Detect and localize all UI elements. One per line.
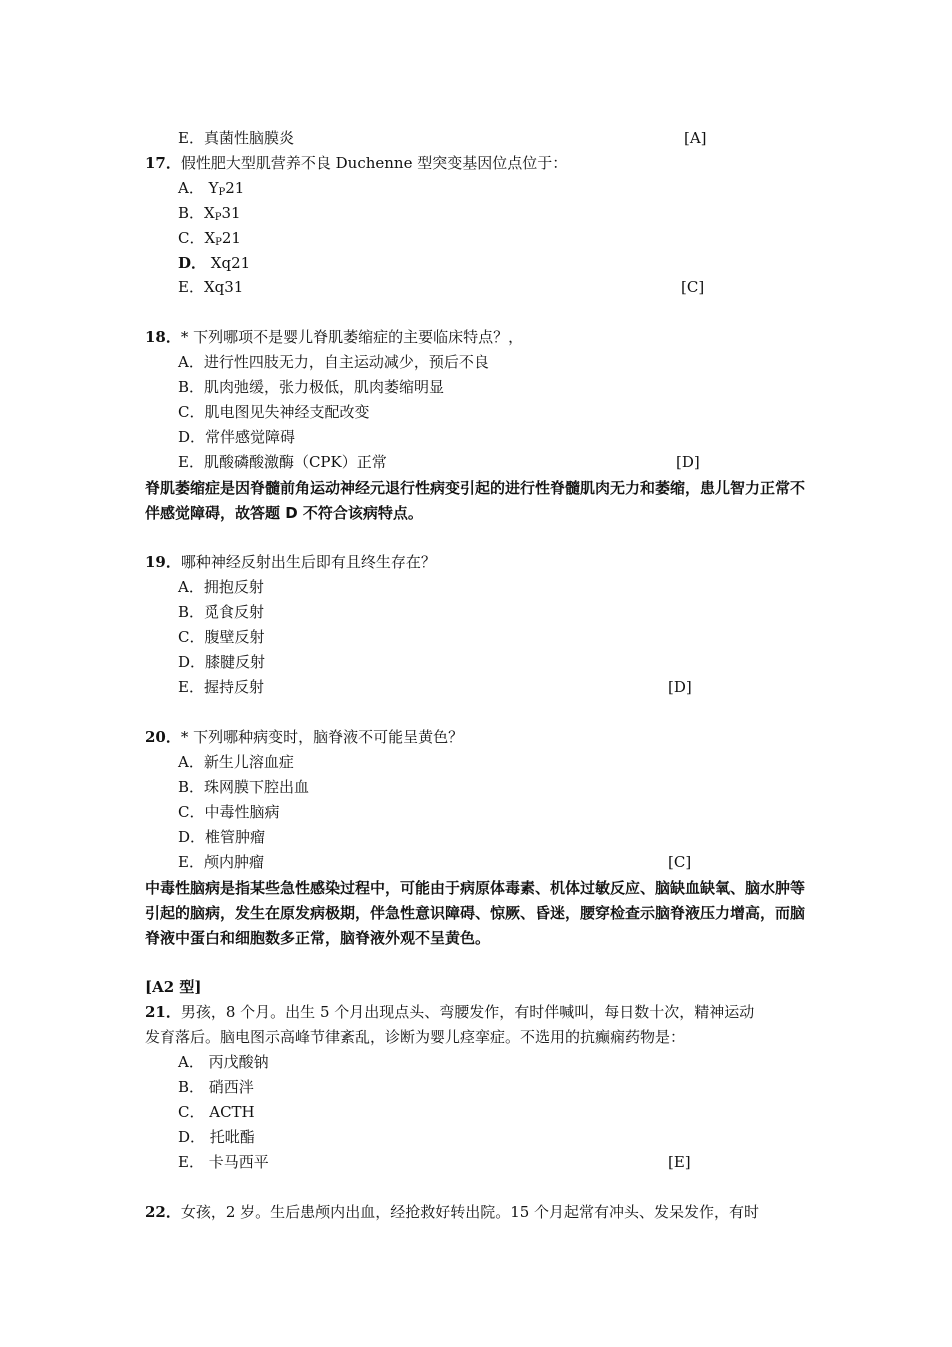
q19-option-d: D．膝腱反射: [178, 653, 266, 671]
q17-option-c: C．$X_P21$: [178, 229, 241, 248]
q18-explanation: 脊肌萎缩症是因脊髓前角运动神经元退行性病变引起的进行性脊髓肌肉无力和萎缩，患儿智力正常不伴感觉障碍，故答题 D 不符合该病特点。: [145, 479, 806, 522]
q22-number: 22．: [145, 1203, 181, 1221]
q20-option-a: A．新生儿溶血症: [178, 753, 294, 771]
q17-question: [145, 151, 567, 175]
q21-option-b: B． 硝西泮: [178, 1078, 254, 1096]
q19-answer: [D]: [668, 678, 692, 696]
q19-number: 19．: [145, 553, 181, 571]
q19-option-e: E．握持反射: [178, 678, 264, 696]
q21-text-line1: 男孩，8 个月。出生 5 个月出现点头、弯腰发作，有时伴喊叫，每日数十次，精神运动: [180, 1003, 755, 1021]
q18-option-d: D．常伴感觉障碍: [178, 428, 296, 446]
q20-option-e: E．颅内肿瘤: [178, 853, 264, 871]
q21-option-c: C． ACTH: [178, 1103, 255, 1121]
q18-option-c: C．肌电图见失神经支配改变: [178, 403, 370, 421]
q19-option-b: B．觅食反射: [178, 603, 265, 621]
q17-option-b: B．$X_P31$: [178, 204, 241, 223]
q21-question-line1: [145, 1000, 754, 1024]
q20-number: 20．: [145, 728, 181, 746]
q21-number: 21．: [145, 1003, 181, 1021]
q19-question: [145, 550, 436, 574]
q16-answer: [A]: [684, 129, 707, 147]
q18-number: 18．: [145, 328, 181, 346]
q20-option-b: B．珠网膜下腔出血: [178, 778, 310, 796]
q20-explanation: 中毒性脑病是指某些急性感染过程中，可能由于病原体毒素、机体过敏反应、脑缺血缺氧、脑水肿等引起的脑病，发生在原发病极期，伴急性意识障碍、惊厥、昏迷，腰穿检查示脑脊液压力增高，而脑脊液中蛋白和细胞数多正常，脑脊液外观不呈黄色。: [145, 879, 806, 947]
q20-question: [145, 725, 463, 749]
q18-text: * 下列哪项不是婴儿脊肌萎缩症的主要临床特点？，: [180, 328, 524, 346]
q18-option-a: A．进行性四肢无力，自主运动减少，预后不良: [178, 353, 489, 371]
q16-option-e: E．真菌性脑膜炎: [178, 129, 294, 147]
q17-number: 17．: [145, 154, 181, 172]
q21-option-d: D． 托吡酯: [178, 1128, 255, 1146]
q22-text: 女孩，2 岁。生后患颅内出血，经抢救好转出院。15 个月起常有冲头、发呆发作，有时: [180, 1203, 760, 1221]
q21-question-line2: 发育落后。脑电图示高峰节律紊乱，诊断为婴儿痉挛症。不选用的抗癫痫药物是：: [145, 1028, 686, 1046]
q20-text: * 下列哪种病变时，脑脊液不可能呈黄色？: [180, 728, 464, 746]
q20-option-d: D．椎管肿瘤: [178, 828, 266, 846]
q17-option-a: A． $Y_P21$: [178, 179, 245, 198]
q19-option-a: A．拥抱反射: [178, 578, 264, 596]
q21-answer: [E]: [668, 1153, 691, 1171]
q17-option-e: E．Xq31: [178, 278, 244, 296]
q21-option-e: E． 卡马西平: [178, 1153, 269, 1171]
q18-question: [145, 325, 523, 349]
section-heading-a2: [A2 型]: [145, 978, 202, 996]
q18-answer: [D]: [676, 453, 700, 471]
q17-option-d: D． Xq21: [178, 254, 251, 272]
q19-option-c: C．腹壁反射: [178, 628, 265, 646]
q17-answer: [C]: [681, 278, 705, 296]
q18-option-b: B．肌肉弛缓，张力极低，肌肉萎缩明显: [178, 378, 445, 396]
q22-question: [145, 1200, 759, 1224]
q19-text: 哪种神经反射出生后即有且终生存在？: [180, 553, 436, 571]
q20-answer: [C]: [668, 853, 692, 871]
q21-option-a: A． 丙戊酸钠: [178, 1053, 269, 1071]
q20-option-c: C．中毒性脑病: [178, 803, 280, 821]
q17-text: 假性肥大型肌营养不良 Duchenne 型突变基因位点位于：: [180, 154, 568, 172]
q18-option-e: E．肌酸磷酸激酶（CPK）正常: [178, 453, 387, 471]
